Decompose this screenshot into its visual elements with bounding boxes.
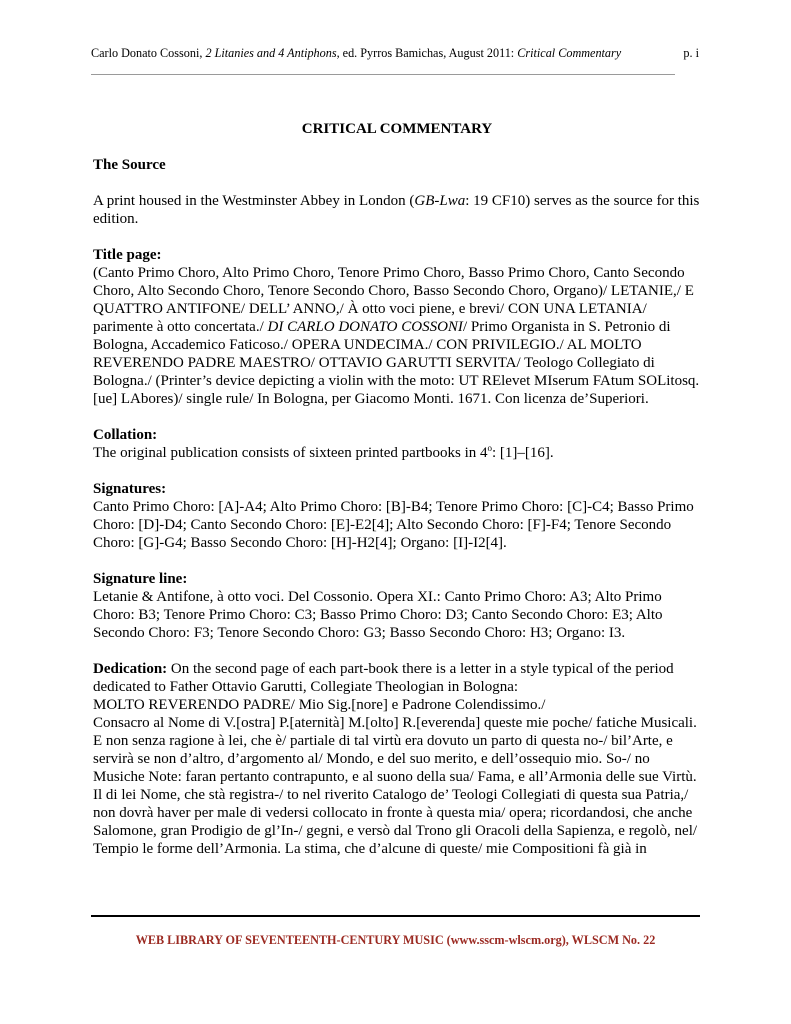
signatures-paragraph: Canto Primo Choro: [A]-A4; Alto Primo Choro: [B]-B4; Tenore Primo Choro: [C]-C4; Basso Primo Choro: [D]-D4; Canto Secondo Choro: [E]-E2[4]; Alto Secondo Choro: [F]-F4; Tenore Secondo Choro: [G]-G4; Basso Secondo Choro: [H]-H2[4]; Organo: [I]-I2[4]. <box>93 499 694 551</box>
document-body <box>93 120 701 858</box>
signatures-heading: Signatures: <box>93 481 167 497</box>
source-heading: The Source <box>93 157 166 173</box>
dedication-quote-salutation: MOLTO REVERENDO PADRE/ Mio Sig.[nore] e Padrone Colendissimo./ <box>93 697 546 713</box>
dedication-quote-body: Consacro al Nome di V.[ostra] P.[aternità] M.[olto] R.[everenda] queste mie poche/ fatiche Musicali. E non senza ragione à lei, che è/ partiale di tal virtù era dovuto un parto di questa no-/ bil’Arte, e servirà se non d’altro, d’argomento al/ Mondo, e del suo merito, e dell’ossequio mio. So-/ no Musiche Note: faran pertanto contrapunto, e al suono della sua/ Fama, e all’Armonia delle sue Virtù. Il di lei Nome, che stà registra-/ to nel riverito Catalogo de’ Teologi Collegiati di questa sua Patria,/ non dovrà haver per male di vedersi collocato in fronte à questa mia/ opera; ricordandosi, che anche Salomone, gran Prodigio de gl’In-/ gegni, e versò dal Trono gli Oracoli della Sapienza, e regolò, nel/ Tempio le forme dell’Armonia. La stima, che d’alcune di queste/ mie Compositioni fà già in <box>93 715 698 857</box>
collation-paragraph: The original publication consists of sixteen printed partbooks in 4$^o$: [1]–[16]. <box>93 443 554 461</box>
running-header <box>91 46 699 61</box>
signature-line-paragraph: Letanie & Antifone, à otto voci. Del Cossonio. Opera XI.: Canto Primo Choro: A3; Alto Primo Choro: B3; Tenore Primo Choro: C3; Basso Primo Choro: D3; Canto Secondo Choro: E3; Alto Secondo Choro: F3; Tenore Secondo Choro: G3; Basso Secondo Choro: H3; Organo: I3. <box>93 589 663 641</box>
header-rule <box>91 74 675 75</box>
footer-rule <box>91 915 700 917</box>
composer-name: DI CARLO DONATO COSSONI <box>267 319 463 335</box>
header-section: Critical Commentary <box>517 46 622 60</box>
dedication-heading: Dedication: <box>93 661 168 677</box>
format-superscript: o <box>487 443 493 453</box>
page-number: p. i <box>683 46 699 60</box>
dedication-paragraph: Dedication: On the second page of each part-book there is a letter in a style typical of the period dedicated to Father Ottavio Garutti, Collegiate Theologian in Bologna: <box>93 661 674 695</box>
footer: WEB LIBRARY OF SEVENTEENTH-CENTURY MUSIC (www.sscm-wlscm.org), WLSCM No. 22 <box>135 933 656 947</box>
header-work-title: 2 Litanies and 4 Antiphons, <box>205 46 340 60</box>
header-author: Carlo Donato Cossoni, <box>91 46 206 60</box>
header-edition: ed. Pyrros Bamichas, August 2011: <box>339 46 518 60</box>
collation-heading: Collation: <box>93 427 158 443</box>
page-title: CRITICAL COMMENTARY <box>301 121 493 137</box>
title-page-heading: Title page: <box>93 247 162 263</box>
source-paragraph: A print housed in the Westminster Abbey in London (GB-Lwa: 19 CF10) serves as the source for this edition. <box>93 193 700 227</box>
library-siglum: GB-Lwa <box>414 193 466 209</box>
title-page-paragraph: (Canto Primo Choro, Alto Primo Choro, Tenore Primo Choro, Basso Primo Choro, Canto Secondo Choro, Alto Secondo Choro, Tenore Secondo Choro, Basso Secondo Choro, Organo)/ LETANIE,/ E QUATTRO ANTIFONE/ DELL’ ANNO,/ À otto voci piene, e brevi/ CON UNA LETANIA/ parimente à otto concertata./ DI CARLO DONATO COSSONI/ Primo Organista in S. Petronio di Bologna, Accademico Faticoso./ OPERA UNDECIMA./ CON PRIVILEGIO./ AL MOLTO REVERENDO PADRE MAESTRO/ OTTAVIO GARUTTI SERVITA/ Teologo Collegiato di Bologna./ (Printer’s device depicting a violin with the moto: UT RElevet MIserum FAtum SOLitosq.[ue] LAbores)/ single rule/ In Bologna, per Giacomo Monti. 1671. Con licenza de’Superiori. <box>93 265 700 407</box>
signature-line-heading: Signature line: <box>93 571 188 587</box>
